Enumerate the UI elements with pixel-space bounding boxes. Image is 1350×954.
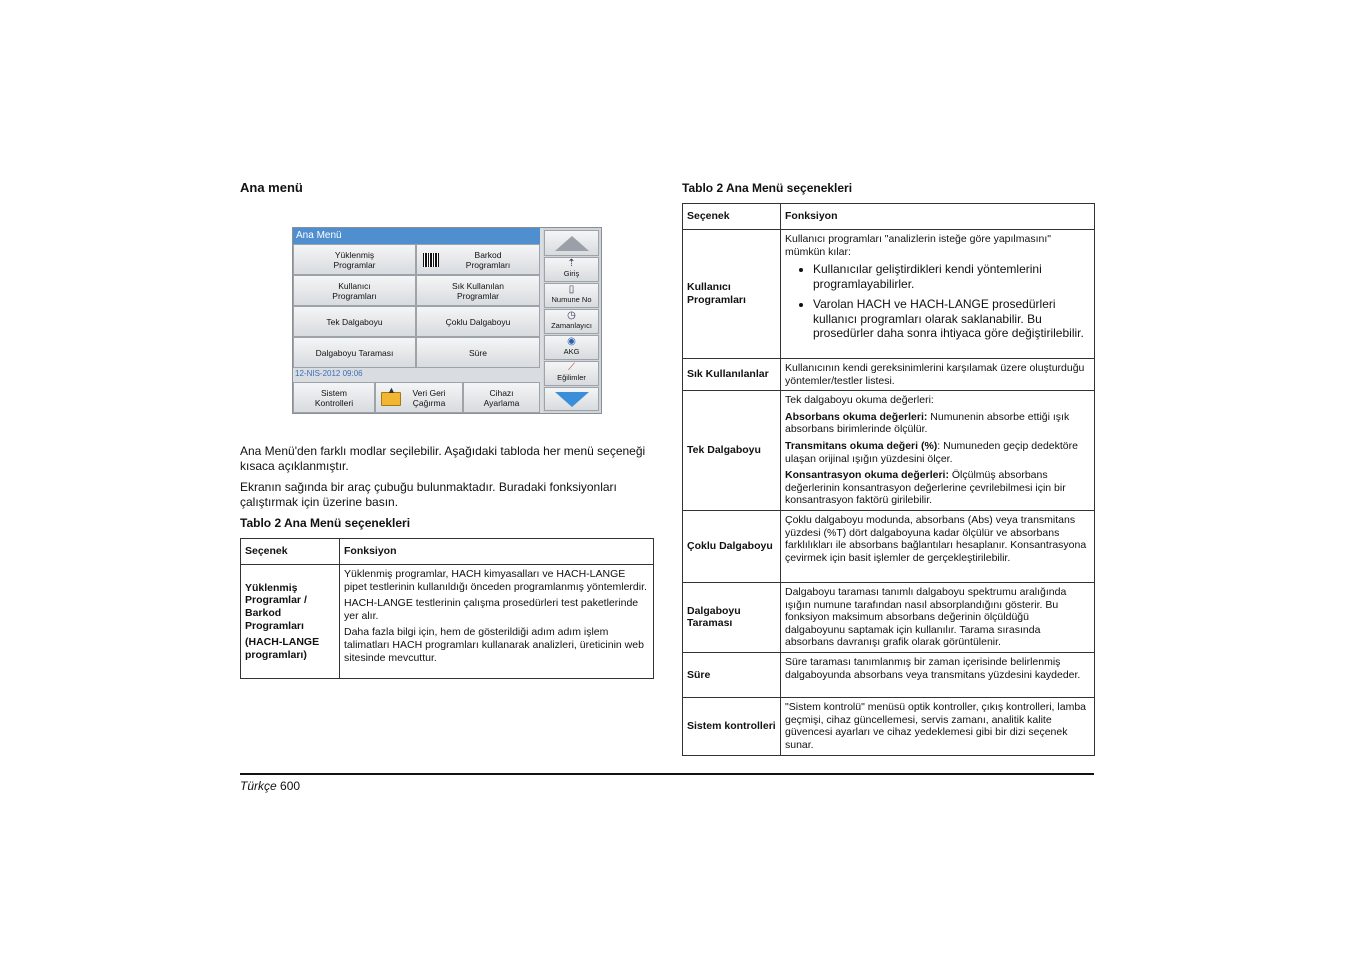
- term-text: Numunenin absorbe ettiği ışık absorbans birimlerinde ölçülür.: [785, 410, 1070, 436]
- list-item: • Kullanıcılar geliştirdikleri kendi yöntemlerini programlayabilirler.: [813, 262, 1090, 291]
- upload-arrow-icon: ▲: [387, 385, 396, 395]
- term-label: Konsantrasyon okuma değerleri:: [785, 469, 949, 482]
- arrow-up-icon: [555, 236, 589, 251]
- date-time: 12-NIS-2012 09:06: [295, 369, 363, 378]
- scroll-up-button[interactable]: [544, 230, 599, 256]
- function-cell: Çoklu dalgaboyu modunda, absorbans (Abs) veya transmitans yüzdesi (%T) dört dalgaboyuna kadar ölçülür ve absorbans farklılıkları ile absorbans bağlantıları hesaplanır. Konsantrasyona çevirmek için basit işlemler de gerçekleştirilebilir.: [781, 510, 1095, 582]
- single-wavelength-button[interactable]: [293, 306, 416, 337]
- page-footer: [240, 779, 300, 793]
- right-table-caption: Tablo 2 Ana Menü seçenekleri: [682, 181, 853, 195]
- barcode-programs-button[interactable]: [416, 244, 540, 275]
- table-row: [683, 359, 1095, 391]
- option-cell: Sistem kontrolleri: [683, 697, 781, 755]
- function-text: [785, 411, 1090, 436]
- barcode-icon: [423, 253, 439, 267]
- toolbar-paragraph: Ekranın sağında bir araç çubuğu bulunmaktadır. Buradaki fonksiyonları çalıştırmak için üzerine basın.: [240, 480, 617, 509]
- term-label: Transmitans okuma değeri (%): [785, 439, 938, 452]
- toolbar: [543, 228, 601, 413]
- scroll-down-button[interactable]: [544, 387, 599, 411]
- function-cell: Süre taraması tanımlanmış bir zaman içerisinde belirlenmiş dalgaboyunda absorbans veya transmitans yüzdesini kaydeder.: [781, 652, 1095, 697]
- header-option: Seçenek: [683, 204, 781, 230]
- user-programs-button[interactable]: [293, 275, 416, 306]
- toolbar-timer-button[interactable]: [544, 309, 599, 334]
- option-cell: Tek Dalgaboyu: [683, 391, 781, 511]
- term-text: Ölçülmüş absorbans değerlerinin konsantrasyon değerlerine çevrilebilmesi için bir konsantrasyon faktörü girilebilir.: [785, 469, 1066, 507]
- trend-chart-icon: ⟋: [568, 362, 575, 373]
- footer-language: Türkçe: [240, 779, 277, 793]
- option-cell: Dalgaboyu Taraması: [683, 582, 781, 652]
- term-label: Absorbans okuma değerleri:: [785, 410, 928, 423]
- table-row: [241, 565, 654, 679]
- barcode-programs-label: Barkod Programları: [465, 249, 511, 270]
- table-row: [683, 510, 1095, 582]
- footer-divider: [240, 773, 1094, 775]
- wavelength-scan-label: Dalgaboyu Taraması: [315, 347, 394, 358]
- time-scan-label: Süre: [469, 347, 487, 358]
- list-item: • Varolan HACH ve HACH-LANGE prosedürleri kullanıcı programları olarak saklanabilir. Bu prosedürler daha sonra ihtiyaca göre değiştirilebilir.: [813, 297, 1090, 341]
- function-text: Yüklenmiş programlar, HACH kimyasalları ve HACH-LANGE pipet testlerinin kullanıldığı önceden programlanmış yöntemlerdir.: [344, 568, 647, 593]
- bullet-list: [785, 262, 1090, 341]
- toolbar-home-button[interactable]: [544, 257, 599, 282]
- instrument-setup-label: Cihazı Ayarlama: [483, 387, 520, 408]
- option-cell: [241, 565, 340, 679]
- option-cell: Süre: [683, 652, 781, 697]
- main-menu-screenshot: [292, 227, 602, 414]
- toolbar-trends-label: Eğilimler: [557, 373, 586, 382]
- screen-title: Ana Menü: [293, 228, 540, 244]
- toolbar-aqa-label: AKG: [563, 347, 580, 356]
- toolbar-aqa-button[interactable]: [544, 335, 599, 360]
- function-text: [785, 440, 1090, 465]
- function-text: [785, 469, 1090, 507]
- right-options-table: [682, 203, 1095, 756]
- table-header-row: [683, 204, 1095, 230]
- function-text: Tek dalgaboyu okuma değerleri:: [785, 394, 934, 407]
- function-cell: [781, 391, 1095, 511]
- timer-icon: ◷: [567, 310, 576, 321]
- header-option: Seçenek: [241, 539, 340, 565]
- time-scan-button[interactable]: [416, 337, 540, 368]
- toolbar-trends-button[interactable]: [544, 361, 599, 386]
- table-header-row: [241, 539, 654, 565]
- recall-data-label: Veri Geri Çağırma: [412, 387, 446, 408]
- aqa-globe-icon: ◉: [567, 336, 576, 347]
- system-checks-button[interactable]: [293, 382, 375, 413]
- arrow-down-icon: [555, 392, 589, 407]
- multi-wavelength-label: Çoklu Dalgaboyu: [445, 316, 511, 327]
- header-function: Fonksiyon: [340, 539, 654, 565]
- function-text: HACH-LANGE testlerinin çalışma prosedürleri test paketlerinde yer alır.: [344, 597, 639, 622]
- intro-paragraph: Ana Menü'den farklı modlar seçilebilir. Aşağıdaki tabloda her menü seçeneği kısaca açıklanmıştır.: [240, 444, 646, 473]
- option-cell: Çoklu Dalgaboyu: [683, 510, 781, 582]
- section-heading: Ana menü: [240, 180, 303, 195]
- home-arrow-icon: ⇡: [567, 258, 576, 269]
- left-options-table: [240, 538, 654, 679]
- left-table-caption: Tablo 2 Ana Menü seçenekleri: [240, 516, 411, 530]
- function-text: Kullanıcı programları "analizlerin isteğe göre yapılmasını" mümkün kılar:: [785, 233, 1051, 258]
- sample-vial-icon: ▯: [568, 284, 575, 295]
- installed-programs-button[interactable]: [293, 244, 416, 275]
- table-row: [683, 230, 1095, 359]
- footer-page-number: 600: [280, 779, 301, 793]
- user-programs-label: Kullanıcı Programları: [332, 280, 377, 301]
- option-name: Yüklenmiş Programlar / Barkod Programları: [245, 581, 307, 632]
- option-cell: Kullanıcı Programları: [683, 230, 781, 359]
- wavelength-scan-button[interactable]: [293, 337, 416, 368]
- instrument-setup-button[interactable]: [463, 382, 540, 413]
- term-text: : Numuneden geçip dedektöre ulaşan orijinal ışığın yüzdesini ölçer.: [785, 439, 1078, 465]
- option-subname: (HACH-LANGE programları): [245, 636, 320, 661]
- installed-programs-label: Yüklenmiş Programlar: [333, 249, 376, 270]
- function-cell: Kullanıcının kendi gereksinimlerini karşılamak üzere oluşturduğu yöntemler/testler listesi.: [781, 359, 1095, 391]
- toolbar-sample-id-button[interactable]: [544, 283, 599, 308]
- function-cell: "Sistem kontrolü" menüsü optik kontroller, çıkış kontrolleri, lamba geçmişi, cihaz güncellemesi, servis zamanı, analitik kalite güvencesi ayarları ve cihaz yedeklemesi gibi bir dizi seçenek sunar.: [781, 697, 1095, 755]
- recall-data-button[interactable]: [375, 382, 463, 413]
- toolbar-sample-id-label: Numune No: [551, 295, 592, 304]
- function-cell: Dalgaboyu taraması tanımlı dalgaboyu spektrumu aralığında ışığın numune tarafından nasıl absorplandığını gösterir. Bu fonksiyon maksimum absorbans değerinin ölçüldüğü dalgaboyunu saptamak için kullanılır. Tarama sırasında absorbans davranışı grafik olarak görüntülenir.: [781, 582, 1095, 652]
- option-cell: Sık Kullanılanlar: [683, 359, 781, 391]
- multi-wavelength-button[interactable]: [416, 306, 540, 337]
- function-text: Daha fazla bilgi için, hem de gösterildiği adım adım işlem talimatları HACH programları kullanarak analizleri, üreticinin web sitesinde mevcuttur.: [344, 626, 644, 664]
- system-checks-label: Sistem Kontrolleri: [314, 387, 354, 408]
- single-wavelength-label: Tek Dalgaboyu: [326, 316, 383, 327]
- toolbar-timer-label: Zamanlayıcı: [551, 321, 592, 330]
- function-cell: [340, 565, 654, 679]
- function-cell: [781, 230, 1095, 359]
- table-row: [683, 697, 1095, 755]
- header-function: Fonksiyon: [781, 204, 1095, 230]
- table-row: [683, 652, 1095, 697]
- table-row: [683, 582, 1095, 652]
- table-row: [683, 391, 1095, 511]
- favorite-programs-label: Sık Kullanılan Programlar: [452, 280, 504, 301]
- toolbar-home-label: Giriş: [563, 269, 580, 278]
- favorite-programs-button[interactable]: [416, 275, 540, 306]
